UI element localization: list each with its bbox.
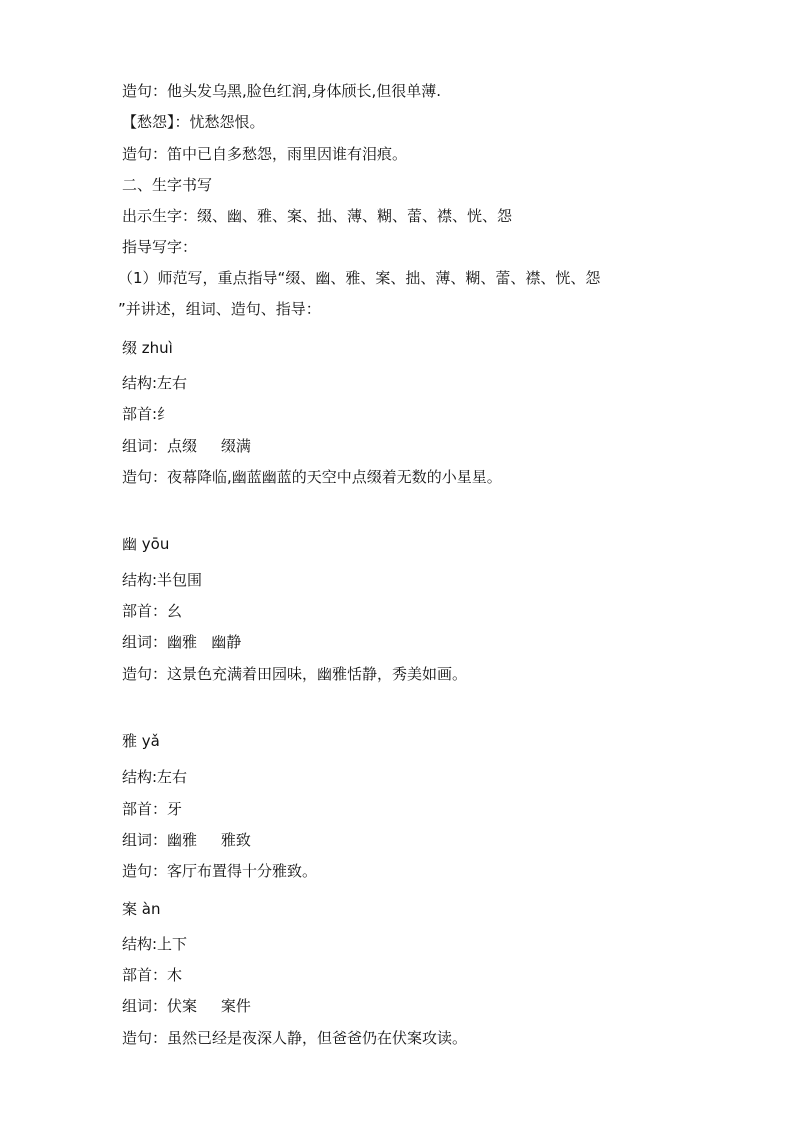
char-radical: 部首:纟	[122, 405, 173, 423]
intro-sentence-2: 造句：笛中已自多愁怨，雨里因谁有泪痕。	[122, 145, 408, 163]
step1-line-2: ”并讲述，组词、造句、指导：	[118, 300, 321, 318]
step1-line-1: （1）师范写，重点指导“缀、幽、雅、案、拙、薄、糊、蕾、襟、恍、怨	[118, 269, 601, 287]
section-heading: 二、生字书写	[122, 176, 213, 194]
intro-sentence-1: 造句：他头发乌黑,脸色红润,身体颀长,但很单薄.	[122, 82, 442, 100]
char-words: 组词：幽雅 雅致	[122, 831, 251, 849]
show-characters: 出示生字：缀、幽、雅、案、拙、薄、糊、蕾、襟、恍、怨	[122, 207, 513, 225]
char-heading: 幽 yōu	[122, 535, 170, 553]
char-sentence: 造句：夜幕降临,幽蓝幽蓝的天空中点缀着无数的小星星。	[122, 468, 502, 486]
char-words: 组词：幽雅 幽静	[122, 633, 242, 651]
char-sentence: 造句：客厅布置得十分雅致。	[122, 862, 318, 880]
char-heading: 雅 yǎ	[122, 732, 160, 750]
char-structure: 结构:左右	[122, 768, 188, 786]
char-structure: 结构:半包围	[122, 571, 203, 589]
char-radical: 部首：幺	[122, 602, 183, 620]
char-sentence: 造句：这景色充满着田园味，幽雅恬静，秀美如画。	[122, 665, 468, 683]
char-sentence: 造句：虽然已经是夜深人静，但爸爸仍在伏案攻读。	[122, 1029, 468, 1047]
char-words: 组词：伏案 案件	[122, 997, 251, 1015]
char-structure: 结构:上下	[122, 935, 188, 953]
char-radical: 部首：牙	[122, 800, 183, 818]
char-words: 组词：点缀 缀满	[122, 437, 251, 455]
guide-title: 指导写字：	[122, 238, 198, 256]
char-heading: 缀 zhuì	[122, 339, 173, 357]
char-structure: 结构:左右	[122, 374, 188, 392]
char-radical: 部首：木	[122, 966, 183, 984]
vocab-chouyuan: 【愁怨】：忧愁怨恨。	[122, 113, 265, 131]
char-heading: 案 àn	[122, 900, 161, 918]
